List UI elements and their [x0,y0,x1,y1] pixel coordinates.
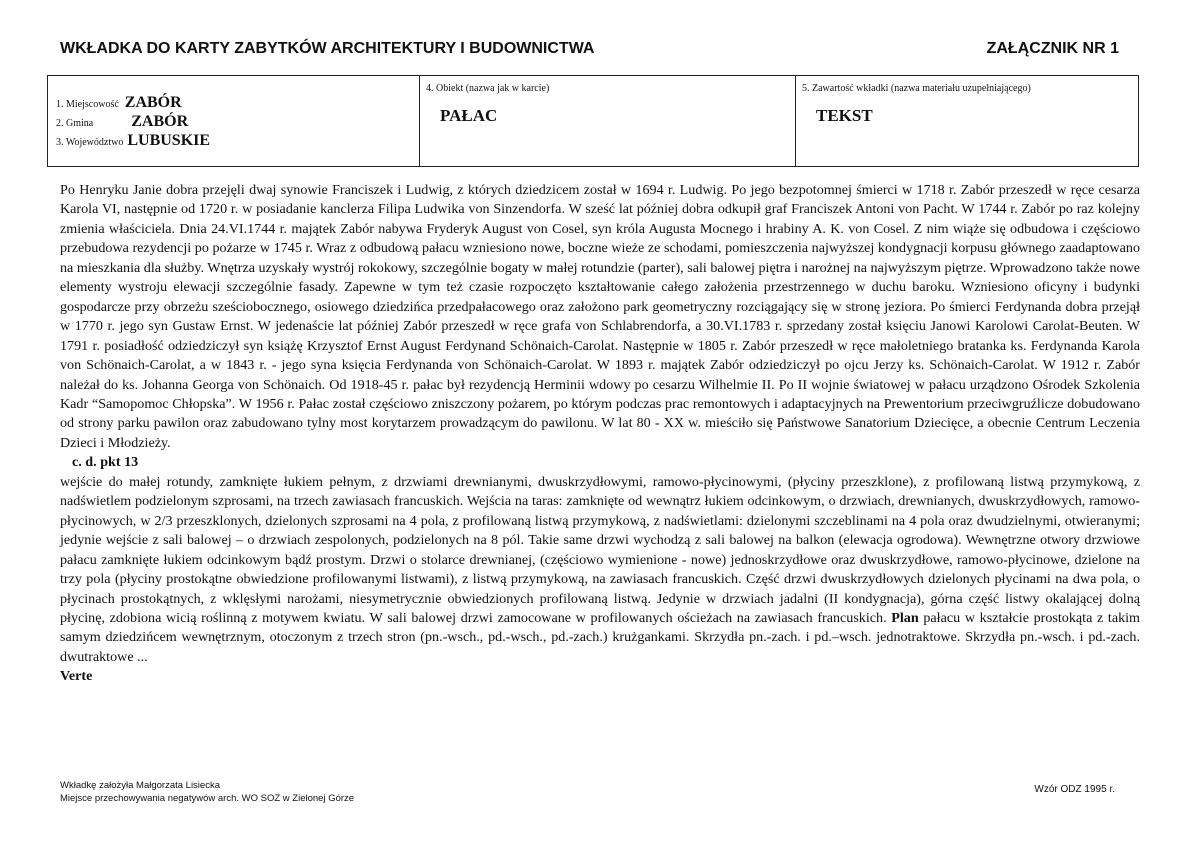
storage-line: Miejsce przechowywania negatywów arch. WO SOZ w Zielonej Górze [60,793,355,804]
miejscowosc-row [56,94,419,113]
miejscowosc-label: 1. Miejscowość [56,99,119,110]
gmina-value: ZABÓR [131,113,189,130]
model-label: Wzór ODZ 1995 r. [1034,784,1115,795]
content-cell [796,76,1138,166]
obiekt-value: PAŁAC [440,106,498,125]
author-line: Wkładkę założyła Małgorzata Lisiecka [60,780,220,791]
wojewodztwo-label: 3. Województwo [56,137,124,148]
annex-label: ZAŁĄCZNIK NR 1 [986,40,1119,57]
miejscowosc-value: ZABÓR [124,94,182,111]
wojewodztwo-value: LUBUSKIE [127,132,211,149]
plan-text: pałacu w kształcie prostokąta z takim samym dziedzińcem wewnętrznym, otoczonym z trzech stron (pn.-wsch., pd.-wsch., pd.-zach.) krużgankami. Skrzydła pn.-zach. i pd.–wsch. jednotraktowe. Skrzydła pn.-wsch. i pd.-zach. dwutraktowe ... [60,609,1141,665]
footer-info [60,779,354,805]
gmina-row [56,113,419,132]
plan-label: Plan [891,609,919,626]
fields-table [47,75,1139,167]
form-title: WKŁADKA DO KARTY ZABYTKÓW ARCHITEKTURY I BUDOWNICTWA [60,40,595,57]
description-paragraph [60,473,1140,668]
location-cell [48,76,420,166]
object-cell [420,76,796,166]
wojewodztwo-row [56,132,419,151]
description-text: wejście do małej rotundy, zamknięte łukiem pełnym, z drzwiami drewnianymi, dwuskrzydłowymi, ramowo-płycinowymi, (płyciny przeszklone), z profilowaną listwą przymykową, z nadświetlem podzielonym szprosami, na trzech zawiasach francuskich. Wejścia na taras: zamknięte od wewnątrz łukiem odcinkowym, o drzwiach, drewnianych, dwuskrzydłowych, ramowo-płycinowych, w 2/3 przeszklonych, dzielonych szprosami na 4 pola, z profilowaną listwą przymykową, z nadświetlami: dzielonymi szczeblinami na 4 pola oraz dwudzielnymi, otwieranymi; jedynie wejście z sali balowej – o drzwiach zespolonych, podzielonych na 8 pól. Takie same drzwi wychodzą z sali balowej na balkon (elewacja ogrodowa). Wewnętrzne otwory drzwiowe pałacu zamknięte łukiem odcinkowym bądź prostym. Drzwi o stolarce drewnianej, (częściowo wymienione - nowe) jednoskrzydłowe oraz dwuskrzydłowe, ramowo-płycinowe, dzielone na trzy pola (płyciny prostokątne obwiedzione profilowanymi listwami), z listwą przymykową, na zawiasach francuskich. Część drzwi dwuskrzydłowych dzielonych płycinami na dwa pola, o płycinach prostokątnych, z wklęsłymi narożami, niesymetrycznie obwiedzionych profilowaną listwą. Jedynie w drzwiach jadalni (II kondygnacja), górna część listwy okalającej dolną płycinę, zdobiona wicią roślinną z motywem kwiatu. W sali balowej drzwi zamocowane w profilowanych ościeżach na zawiasach francuskich. [60,473,1140,626]
document-body [60,181,1140,687]
zawartosc-label: 5. Zawartość wkładki (nazwa materiału uzupełniającego) [802,83,1031,94]
verte-label: Verte [60,668,93,685]
gmina-label: 2. Gmina [56,118,94,129]
zawartosc-value: TEKST [816,106,873,125]
form-header [60,40,1119,58]
continuation-label: c. d. pkt 13 [72,454,139,471]
obiekt-label: 4. Obiekt (nazwa jak w karcie) [426,83,550,94]
history-paragraph: Po Henryku Janie dobra przejęli dwaj synowie Franciszek i Ludwig, z których dziedzicem został w 1694 r. Ludwig. Po jego bezpotomnej śmierci w 1718 r. Zabór przeszedł w ręce cesarza Karola VI, następnie od 1720 r. w posiadanie kanclerza Filipa Ludwika von Sinzendorfa. W sześć lat później dobra odkupił graf Franciszek Antoni von Pacht. W 1744 r. Zabór po raz kolejny zmienia właściciela. Dnia 24.VI.1744 r. majątek Zabór nabywa Fryderyk August von Cosel, syn króla Augusta Mocnego i hrabiny A. K. von Cosel. Z nim wiąże się odbudowa i częściowo przebudowa rezydencji po pożarze w 1745 r. Wraz z odbudową pałacu wzniesiono nowe, boczne wieże ze schodami, pomieszczenia najwyższej kondygnacji korpusu głównego zaadaptowano na mieszkania dla służby. Wnętrza uzyskały wystrój rokokowy, szczególnie bogaty w małej rotundzie (parter), sali balowej piętra i narożnej na najwyższym piętrze. Wprowadzono także nowe elementy wystroju elewacji szczególnie fasady. Zapewne w tym też czasie rozpoczęto kształtowanie całego założenia przestrzennego w duchu baroku. Wzniesiono oficyny i budynki gospodarcze przy obrzeżu sześciobocznego, osiowego dziedzińca przedpałacowego oraz założono park geometryczny rozciągający się w stronę jeziora. Po śmierci Ferdynanda dobra przejął w 1770 r. jego syn Gustaw Ernst. W jedenaście lat później Zabór przeszedł w ręce grafa von Schlabrendorfa, a 30.VI.1783 r. sprzedany został księciu Janowi Karolowi Carolat-Beuten. W 1791 r. posiadłość odziedziczył syn książę Krzysztof Ernst August Ferdynand Schönaich-Carolat. Następnie w 1805 r. Zabór przeszedł w ręce małoletniego bratanka ks. Ferdynanda Karola von Schönaich-Carolat, a w 1843 r. - jego syna księcia Ferdynanda von Schönaich-Carolat. W 1893 r. majątek Zabór odziedziczył po ojcu Jerzy ks. Schönaich-Carolat. W 1912 r. Zabór należał do ks. Johanna Georga von Schönaich. Od 1918-45 r. pałac był rezydencją Herminii wdowy po cesarzu Wilhelmie II. Po II wojnie światowej w pałacu urządzono Ośrodek Szkolenia Kadr “Samopomoc Chłopska”. W 1956 r. Pałac został częściowo zniszczony pożarem, po którym podczas prac remontowych i adaptacyjnych na Prewentorium przeciwgruźlicze dobudowano od strony parku pawilon oraz zabudowano tylny most korytarzem prowadzącym do pawilonu. W lat 80 - XX w. mieściło się Państwowe Sanatorium Dziecięce, a obecnie Centrum Leczenia Dzieci i Młodzieży. [60,182,1140,451]
